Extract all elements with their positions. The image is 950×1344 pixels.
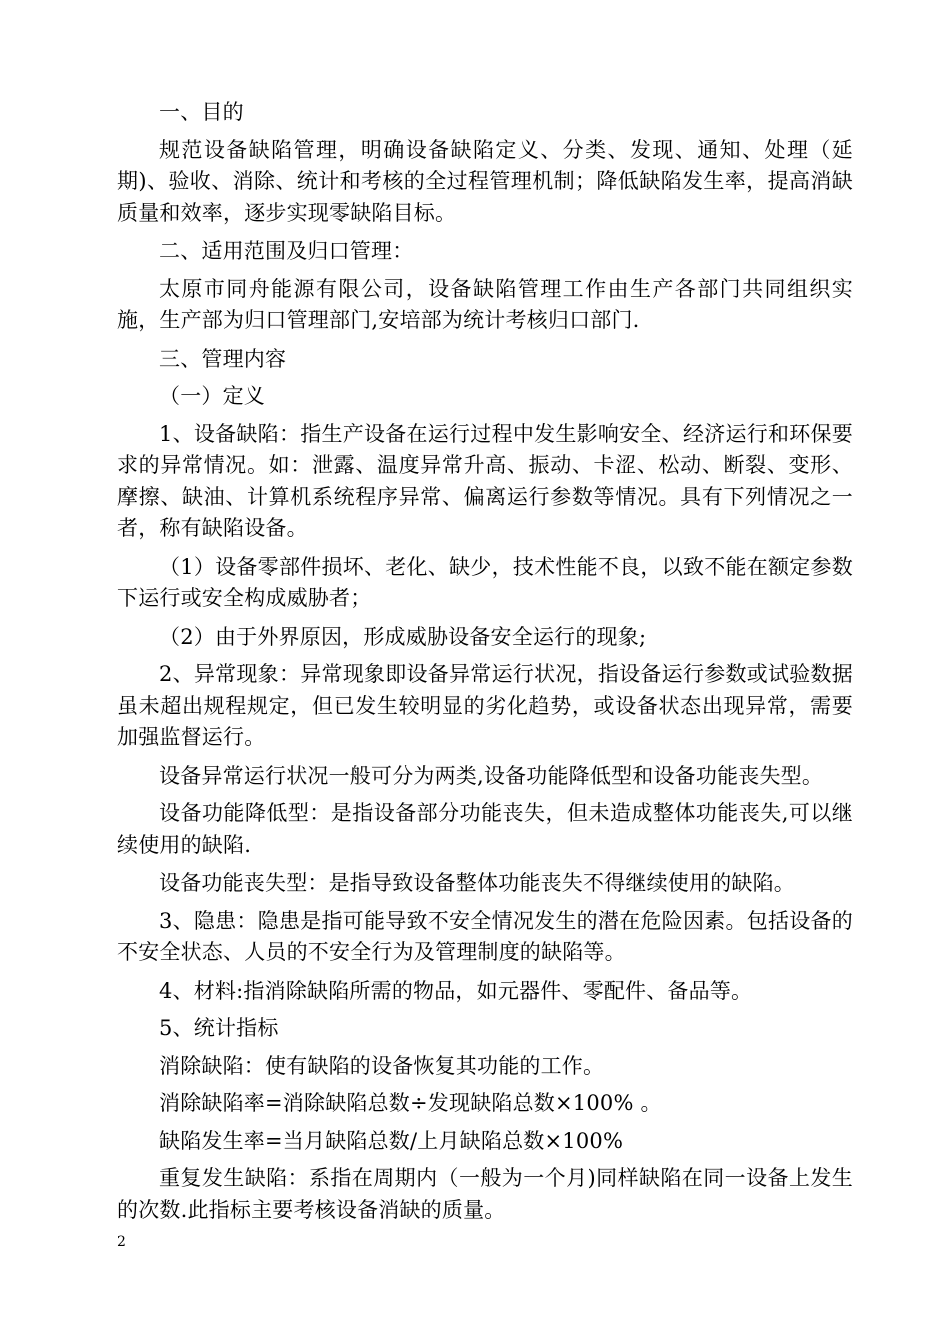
section-heading-scope: 二、适用范围及归口管理： xyxy=(159,239,414,263)
paragraph-scope: 太原市同舟能源有限公司，设备缺陷管理工作由生产各部门共同组织实施，生产部为归口管理部门,安培部为统计考核归口部门. xyxy=(117,276,853,332)
paragraph-condition-1: （1）设备零部件损坏、老化、缺少，技术性能不良，以致不能在额定参数下运行或安全构成威胁者； xyxy=(117,554,853,610)
paragraph-defect-definition: 1、设备缺陷：指生产设备在运行过程中发生影响安全、经济运行和环保要求的异常情况。如：泄露、温度异常升高、振动、卡涩、松动、断裂、变形、摩擦、缺油、计算机系统程序异常、偏离运行参数等情况。具有下列情况之一者，称有缺陷设备。 xyxy=(117,421,853,540)
document-page xyxy=(117,97,853,1233)
paragraph-purpose: 规范设备缺陷管理，明确设备缺陷定义、分类、发现、通知、处理（延期)、验收、消除、统计和考核的全过程管理机制；降低缺陷发生率，提高消缺质量和效率，逐步实现零缺陷目标。 xyxy=(117,137,853,225)
paragraph-hidden-danger: 3、隐患：隐患是指可能导致不安全情况发生的潜在危险因素。包括设备的不安全状态、人员的不安全行为及管理制度的缺陷等。 xyxy=(117,908,853,964)
paragraph-abnormal-types: 设备异常运行状况一般可分为两类,设备功能降低型和设备功能丧失型。 xyxy=(159,763,824,788)
paragraph-defect-elimination: 消除缺陷：使有缺陷的设备恢复其功能的工作。 xyxy=(159,1053,605,1078)
section-heading-content: 三、管理内容 xyxy=(159,346,287,371)
paragraph-statistics-heading: 5、统计指标 xyxy=(159,1016,279,1040)
subsection-heading-definition: （一）定义 xyxy=(159,384,265,408)
paragraph-elimination-rate: 消除缺陷率=消除缺陷总数÷发现缺陷总数×100% 。 xyxy=(159,1091,662,1115)
paragraph-function-lost: 设备功能丧失型：是指导致设备整体功能丧失不得继续使用的缺陷。 xyxy=(159,871,795,895)
paragraph-occurrence-rate: 缺陷发生率=当月缺陷总数/上月缺陷总数×100% xyxy=(159,1128,624,1153)
paragraph-function-reduced: 设备功能降低型：是指设备部分功能丧失，但未造成整体功能丧失,可以继续使用的缺陷. xyxy=(117,801,853,857)
paragraph-repeated-defect: 重复发生缺陷：系指在周期内（一般为一个月)同样缺陷在同一设备上发生的次数.此指标主要考核设备消缺的质量。 xyxy=(117,1166,853,1222)
paragraph-condition-2: （2）由于外界原因，形成威胁设备安全运行的现象; xyxy=(159,624,647,649)
paragraph-materials: 4、材料:指消除缺陷所需的物品，如元器件、零配件、备品等。 xyxy=(159,978,753,1003)
page-number: 2 xyxy=(117,1234,126,1250)
paragraph-abnormal-phenomenon: 2、异常现象：异常现象即设备异常运行状况，指设备运行参数或试验数据虽未超出规程规定，但已发生较明显的劣化趋势，或设备状态出现异常，需要加强监督运行。 xyxy=(117,662,853,749)
section-heading-purpose: 一、目的 xyxy=(159,100,244,124)
